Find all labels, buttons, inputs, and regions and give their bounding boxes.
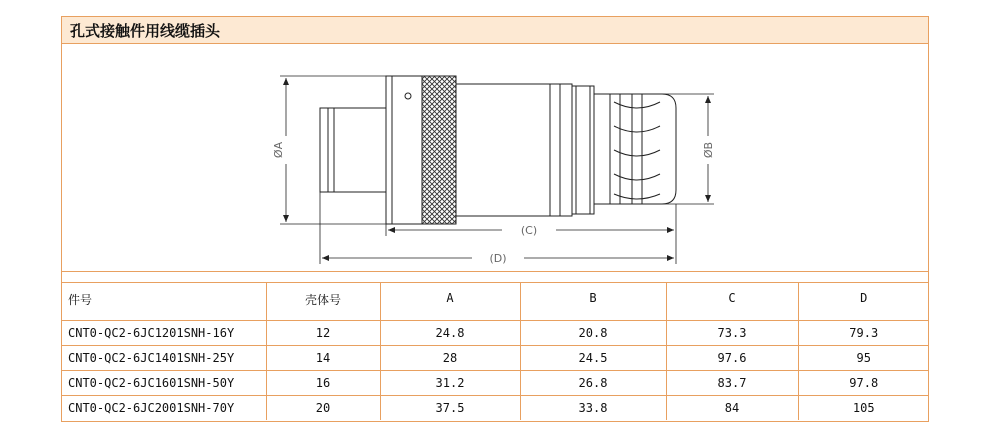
- cell-shell-size: 20: [266, 395, 380, 420]
- cell-b: 33.8: [520, 395, 666, 420]
- shell-body: [386, 76, 422, 224]
- dimension-b-label: ØB: [702, 141, 715, 159]
- cell-d: 95: [798, 345, 929, 370]
- sheet-title: 孔式接触件用线缆插头: [70, 22, 221, 40]
- header-part-number: 件号: [62, 283, 266, 320]
- cable-gland: [594, 94, 676, 204]
- cell-part-number: CNT0-QC2-6JC2001SNH-70Y: [62, 395, 266, 420]
- rear-cylinder: [320, 108, 386, 192]
- table-row: [62, 370, 929, 395]
- header-c: C: [666, 283, 798, 320]
- cell-shell-size: 14: [266, 345, 380, 370]
- cell-c: 73.3: [666, 320, 798, 345]
- dimension-c-label: (C): [520, 224, 538, 237]
- table-header-row: [62, 283, 929, 320]
- spec-table: [62, 283, 929, 420]
- header-b: B: [520, 283, 666, 320]
- cell-d: 79.3: [798, 320, 929, 345]
- cell-part-number: CNT0-QC2-6JC1601SNH-50Y: [62, 370, 266, 395]
- table-row: [62, 395, 929, 420]
- header-d: D: [798, 283, 929, 320]
- cell-a: 28: [380, 345, 520, 370]
- cell-a: 31.2: [380, 370, 520, 395]
- knurled-nut: [422, 76, 456, 224]
- spec-sheet: [61, 16, 929, 422]
- cell-part-number: CNT0-QC2-6JC1401SNH-25Y: [62, 345, 266, 370]
- sleeve: [456, 84, 572, 216]
- cell-c: 83.7: [666, 370, 798, 395]
- cell-shell-size: 16: [266, 370, 380, 395]
- cell-a: 37.5: [380, 395, 520, 420]
- title-bar: [62, 17, 928, 44]
- spacer-row: [62, 272, 928, 283]
- connector-drawing: [62, 44, 928, 272]
- cell-c: 84: [666, 395, 798, 420]
- header-a: A: [380, 283, 520, 320]
- table-row: [62, 320, 929, 345]
- cell-b: 20.8: [520, 320, 666, 345]
- table-row: [62, 345, 929, 370]
- cell-b: 26.8: [520, 370, 666, 395]
- connector-diagram: [62, 44, 928, 270]
- cell-a: 24.8: [380, 320, 520, 345]
- cell-c: 97.6: [666, 345, 798, 370]
- dimension-a-label: ØA: [272, 141, 285, 159]
- cell-d: 105: [852, 400, 875, 415]
- clamp-ring: [572, 86, 594, 214]
- cell-b: 24.5: [520, 345, 666, 370]
- cell-d: 97.8: [798, 370, 929, 395]
- cell-shell-size: 12: [266, 320, 380, 345]
- cell-part-number: CNT0-QC2-6JC1201SNH-16Y: [62, 320, 266, 345]
- header-shell-size: 壳体号: [266, 283, 380, 320]
- dimension-d-label: (D): [489, 252, 507, 265]
